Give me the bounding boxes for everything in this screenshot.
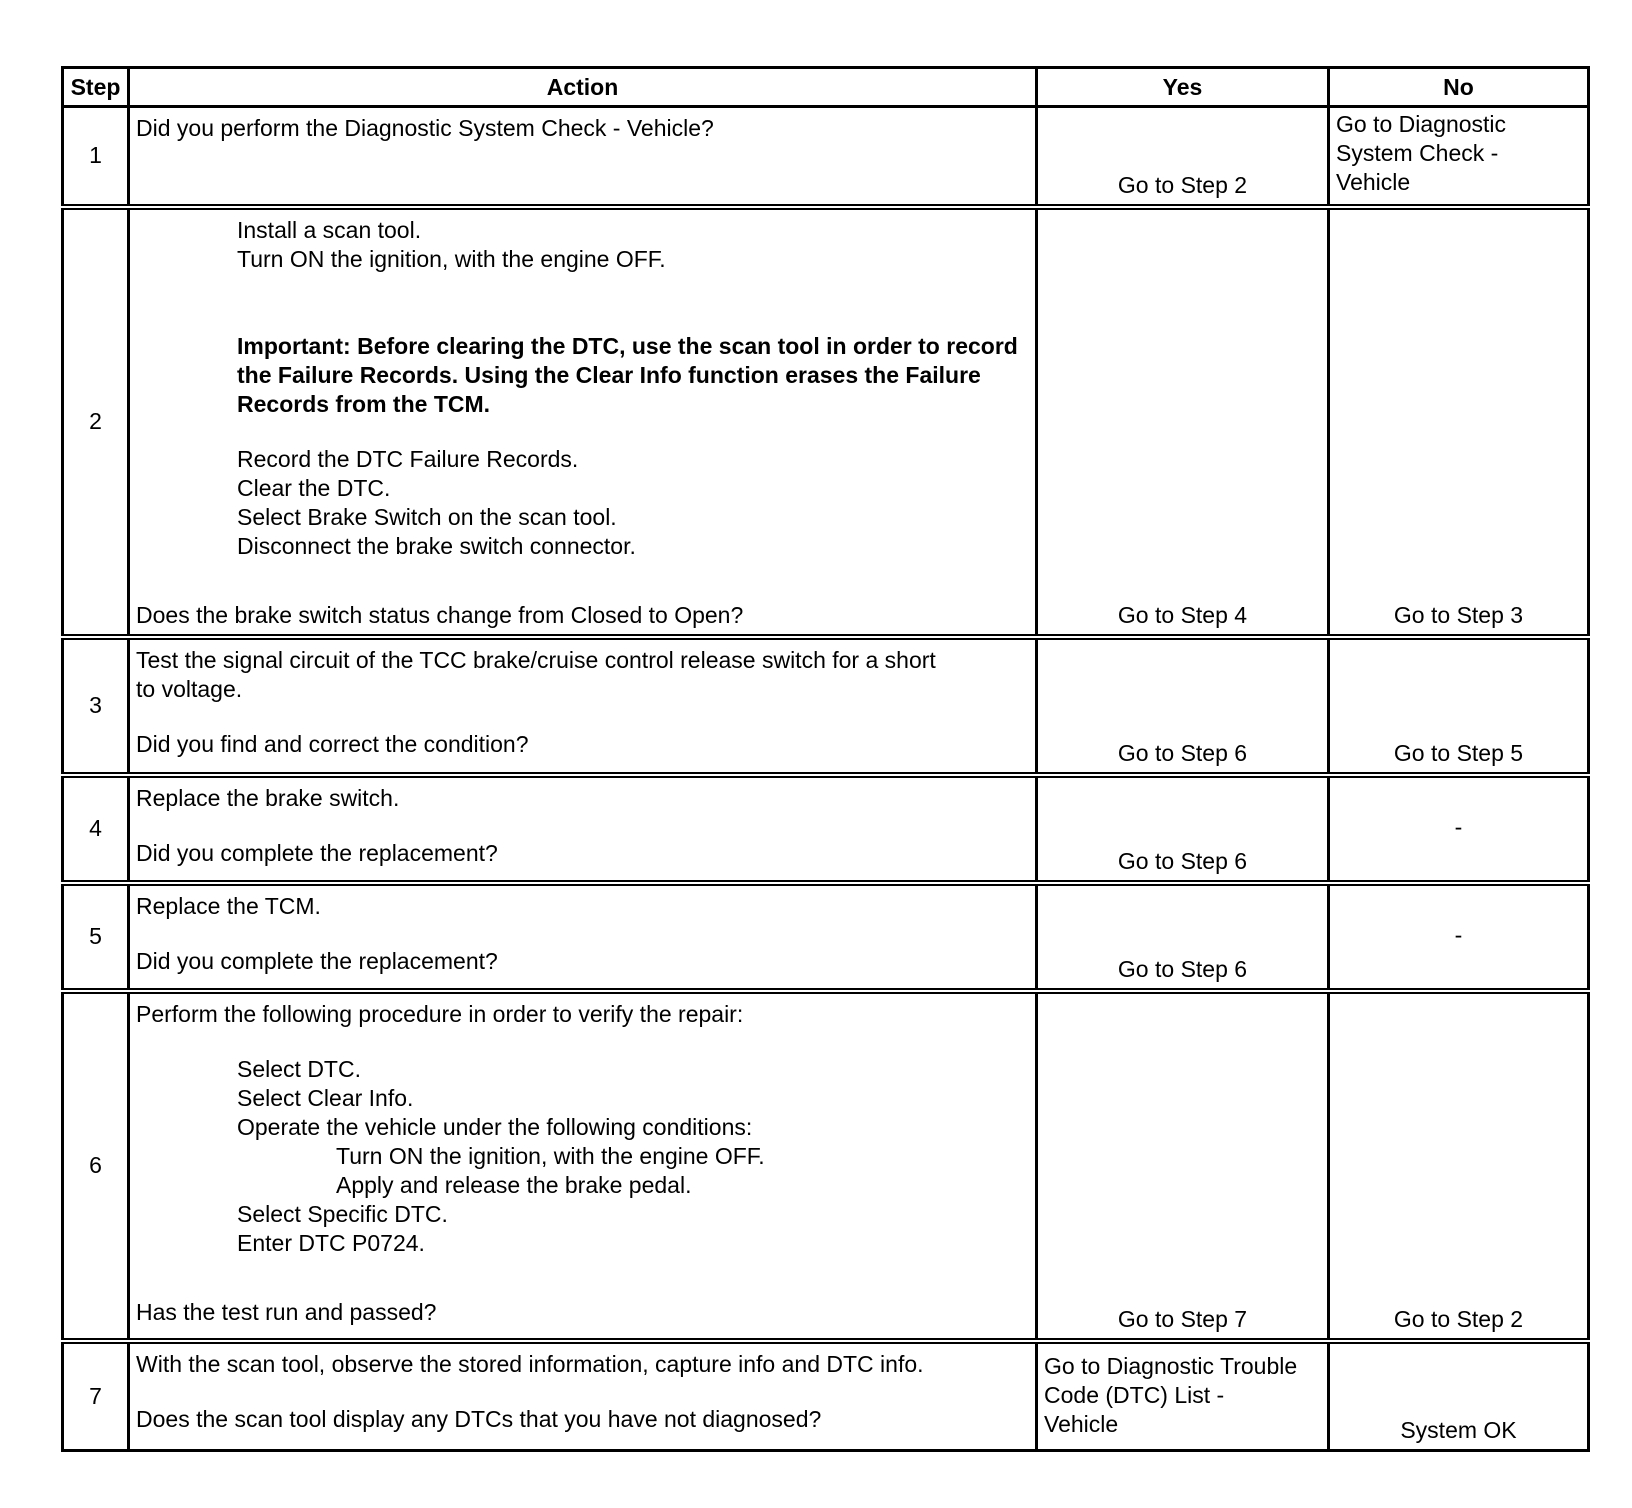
header-no: No <box>1329 68 1589 107</box>
no-cell: Go to Step 3 <box>1329 207 1589 637</box>
step-number: 2 <box>63 207 129 637</box>
no-cell: System OK <box>1329 1341 1589 1451</box>
yes-cell: Go to Step 6 <box>1037 775 1329 883</box>
yes-text-line: Code (DTC) List - <box>1044 1381 1225 1408</box>
action-step: Clear the DTC. <box>237 474 391 501</box>
action-cell <box>129 207 1037 637</box>
action-step: Select DTC. <box>237 1055 361 1082</box>
action-cell <box>129 775 1037 883</box>
yes-text-line: Vehicle <box>1044 1410 1119 1437</box>
table-row-step-1 <box>63 107 1589 207</box>
important-note: Important: Before clearing the DTC, use the scan tool in order to record the Failure Records. Using the Clear Info function erases the Failure Records from the TCM. <box>237 332 1018 417</box>
no-cell <box>1329 107 1589 207</box>
yes-cell <box>1037 1341 1329 1451</box>
no-text-line: Go to Diagnostic <box>1336 111 1507 137</box>
action-step: Install a scan tool. <box>237 216 422 243</box>
action-text: Test the signal circuit of the TCC brake/cruise control release switch for a short <box>136 646 936 673</box>
action-text: to voltage. <box>136 675 243 702</box>
step-number: 1 <box>63 107 129 207</box>
action-step: Select Clear Info. <box>237 1084 414 1111</box>
action-step: Turn ON the ignition, with the engine OFF. <box>237 245 666 272</box>
action-cell <box>129 107 1037 207</box>
action-question: Does the brake switch status change from Closed to Open? <box>136 601 744 628</box>
no-cell: Go to Step 5 <box>1329 637 1589 775</box>
header-action: Action <box>129 68 1037 107</box>
action-step: Select Brake Switch on the scan tool. <box>237 503 617 530</box>
action-step: Record the DTC Failure Records. <box>237 445 579 472</box>
action-cell <box>129 991 1037 1341</box>
no-cell: - <box>1329 775 1589 883</box>
action-text: Did you perform the Diagnostic System Check - Vehicle? <box>136 115 714 141</box>
action-text: With the scan tool, observe the stored information, capture info and DTC info. <box>136 1350 924 1377</box>
action-step: Select Specific DTC. <box>237 1200 448 1227</box>
no-cell: Go to Step 2 <box>1329 991 1589 1341</box>
no-cell: - <box>1329 883 1589 991</box>
step-number: 4 <box>63 775 129 883</box>
action-intro: Perform the following procedure in order to verify the repair: <box>136 1000 744 1027</box>
action-question: Does the scan tool display any DTCs that you have not diagnosed? <box>136 1405 822 1432</box>
table-row-step-7 <box>63 1341 1589 1451</box>
table-row-step-5 <box>63 883 1589 991</box>
table-row-step-2 <box>63 207 1589 637</box>
header-row <box>63 68 1589 107</box>
step-number: 7 <box>63 1341 129 1451</box>
step-number: 3 <box>63 637 129 775</box>
header-step: Step <box>63 68 129 107</box>
action-question: Has the test run and passed? <box>136 1298 437 1325</box>
action-cell <box>129 1341 1037 1451</box>
yes-cell: Go to Step 7 <box>1037 991 1329 1341</box>
action-step: Operate the vehicle under the following conditions: <box>237 1113 753 1140</box>
yes-cell: Go to Step 6 <box>1037 637 1329 775</box>
step-number: 5 <box>63 883 129 991</box>
table-row-step-3 <box>63 637 1589 775</box>
action-substep: Turn ON the ignition, with the engine OFF. <box>336 1142 765 1169</box>
table-row-step-4 <box>63 775 1589 883</box>
action-substep: Apply and release the brake pedal. <box>336 1171 692 1198</box>
action-question: Did you complete the replacement? <box>136 839 498 866</box>
action-step: Enter DTC P0724. <box>237 1229 425 1256</box>
table-row-step-6 <box>63 991 1589 1341</box>
step-number: 6 <box>63 991 129 1341</box>
yes-cell: Go to Step 4 <box>1037 207 1329 637</box>
header-yes: Yes <box>1037 68 1329 107</box>
action-text: Replace the TCM. <box>136 892 321 919</box>
action-text: Replace the brake switch. <box>136 784 400 811</box>
diagnostic-table <box>61 66 1590 1452</box>
action-question: Did you complete the replacement? <box>136 947 498 974</box>
yes-cell: Go to Step 6 <box>1037 883 1329 991</box>
action-question: Did you find and correct the condition? <box>136 730 529 757</box>
no-text-line: System Check - <box>1336 140 1499 166</box>
action-step: Disconnect the brake switch connector. <box>237 532 636 559</box>
yes-cell: Go to Step 2 <box>1037 107 1329 207</box>
action-cell <box>129 637 1037 775</box>
yes-text-line: Go to Diagnostic Trouble <box>1044 1352 1298 1379</box>
no-text-line: Vehicle <box>1336 169 1411 195</box>
action-cell <box>129 883 1037 991</box>
